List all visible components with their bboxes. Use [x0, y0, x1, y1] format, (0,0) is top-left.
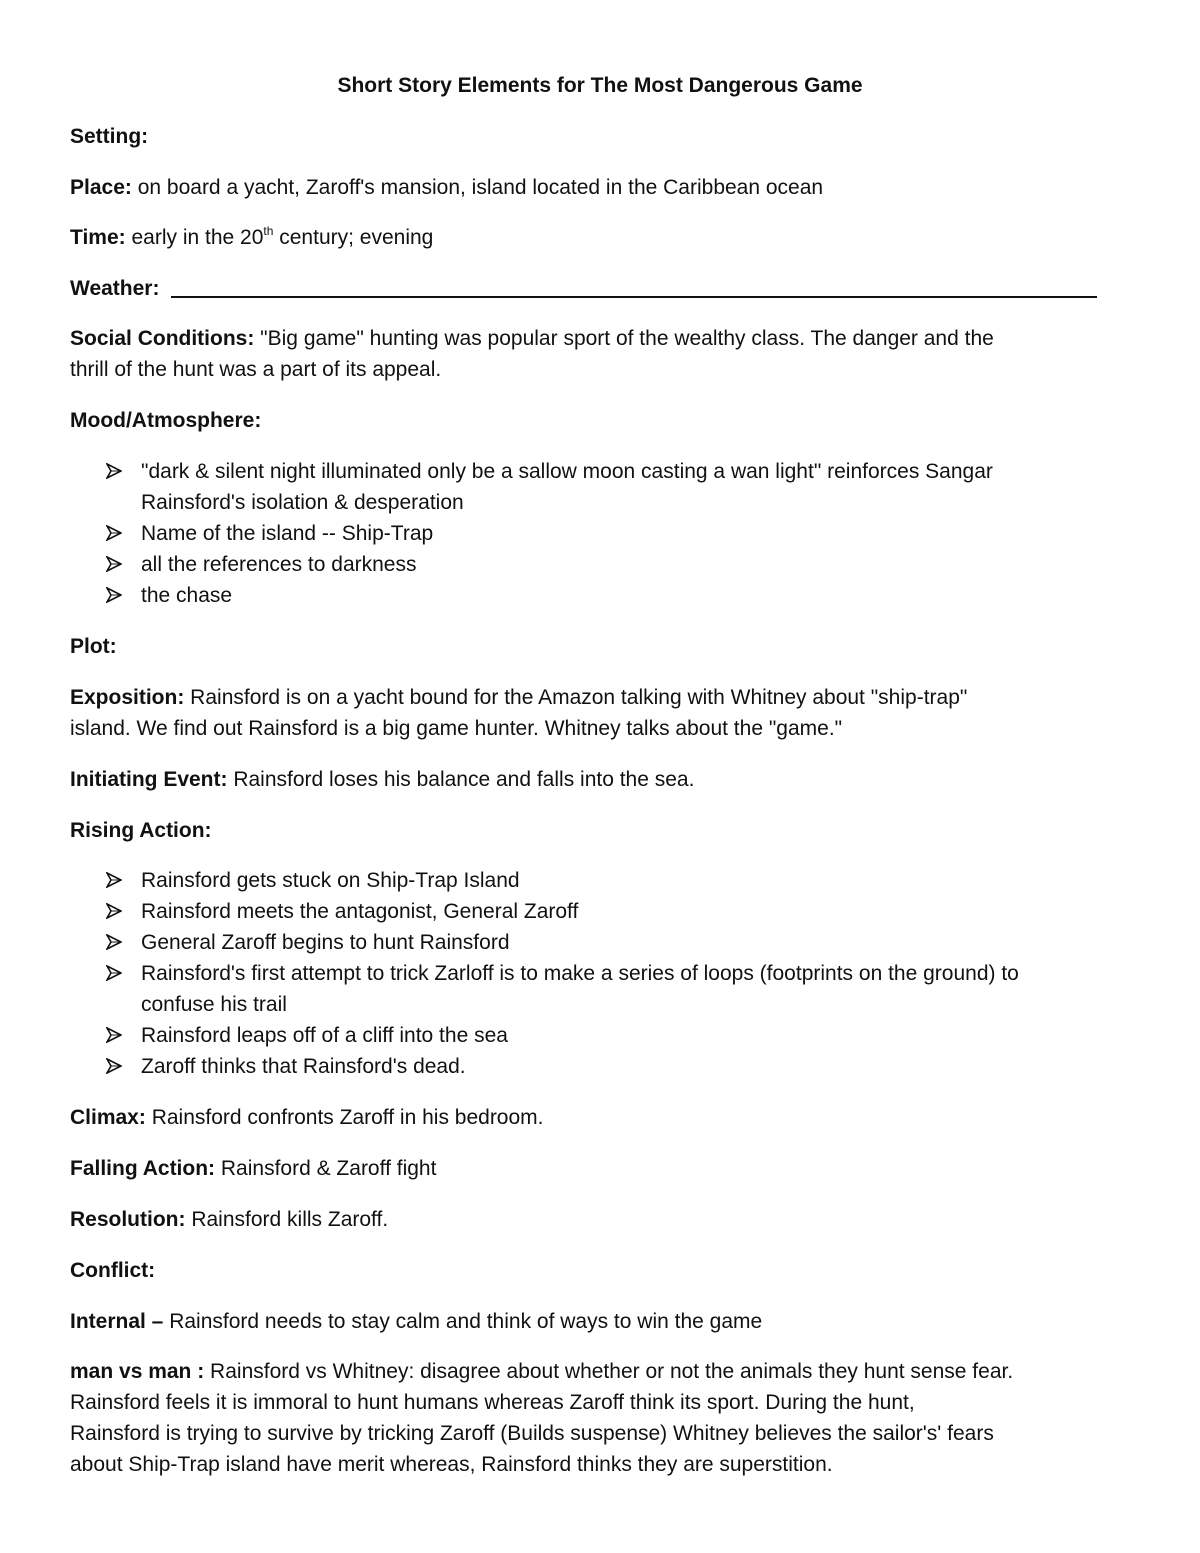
list-item-text: Rainsford meets the antagonist, General Zaroff: [141, 900, 579, 923]
man-vs-man-paragraph: [70, 1356, 1135, 1480]
social-line-1: "Big game" hunting was popular sport of the wealthy class. The danger and the: [254, 327, 994, 350]
man-vs-man-line-1: Rainsford vs Whitney: disagree about whether or not the animals they hunt sense fear.: [204, 1360, 1014, 1383]
weather-label: Weather:: [70, 277, 166, 300]
list-item-text: Rainsford's first attempt to trick Zarloff is to make a series of loops (footprints on the ground) to: [141, 962, 1019, 985]
arrowhead-bullet-icon: [106, 587, 122, 603]
plot-heading: Plot:: [70, 635, 117, 658]
arrowhead-bullet-icon: [106, 934, 122, 950]
place-paragraph: [70, 172, 1135, 203]
social-conditions-paragraph: [70, 323, 1135, 385]
internal-conflict-paragraph: [70, 1306, 1135, 1337]
list-item: [70, 456, 1140, 518]
initiating-text: Rainsford loses his balance and falls into the sea.: [227, 768, 695, 791]
list-item: [70, 549, 1140, 580]
list-item: [70, 1051, 1140, 1082]
climax-text: Rainsford confronts Zaroff in his bedroom.: [145, 1106, 544, 1129]
conflict-heading: Conflict:: [70, 1259, 156, 1282]
list-item-text: the chase: [141, 584, 233, 607]
list-item-text: all the references to darkness: [141, 553, 417, 576]
initiating-event-paragraph: [70, 764, 1135, 795]
resolution-paragraph: [70, 1204, 1135, 1235]
man-vs-man-line-4: about Ship-Trap island have merit whereas, Rainsford thinks they are superstition.: [70, 1453, 833, 1476]
arrowhead-bullet-icon: [106, 1027, 122, 1043]
rising-action-heading: Rising Action:: [70, 819, 212, 842]
list-item-text: Rainsford gets stuck on Ship-Trap Island: [141, 869, 520, 892]
exposition-label: Exposition:: [70, 686, 185, 709]
weather-paragraph: [70, 273, 1135, 304]
time-text-a: early in the 20: [125, 226, 264, 249]
list-item-text: Name of the island -- Ship-Trap: [141, 522, 434, 545]
social-line-2: thrill of the hunt was a part of its appeal.: [70, 358, 442, 381]
list-item: [70, 518, 1140, 549]
time-paragraph: [70, 222, 1135, 253]
list-item-text: "dark & silent night illuminated only be a sallow moon casting a wan light" reinforces Sangar: [141, 460, 993, 483]
man-vs-man-line-2: Rainsford feels it is immoral to hunt humans whereas Zaroff think its sport. During the hunt,: [70, 1391, 915, 1414]
time-label: Time:: [70, 226, 126, 249]
initiating-label: Initiating Event:: [70, 768, 228, 791]
list-item-text: General Zaroff begins to hunt Rainsford: [141, 931, 510, 954]
mood-bullet-list: [70, 456, 1140, 611]
list-item-text: confuse his trail: [141, 993, 287, 1016]
falling-text: Rainsford & Zaroff fight: [215, 1157, 437, 1180]
list-item: [70, 896, 1140, 927]
list-item-text: Zaroff thinks that Rainsford's dead.: [141, 1055, 466, 1078]
arrowhead-bullet-icon: [106, 556, 122, 572]
list-item: [70, 580, 1140, 611]
document-title: Short Story Elements for The Most Dangerous Game: [337, 74, 863, 97]
list-item: [70, 958, 1140, 1020]
climax-label: Climax:: [70, 1106, 146, 1129]
mood-heading: Mood/Atmosphere:: [70, 409, 262, 432]
falling-action-paragraph: [70, 1153, 1135, 1184]
weather-blank-line: [171, 276, 1097, 298]
falling-label: Falling Action:: [70, 1157, 216, 1180]
resolution-label: Resolution:: [70, 1208, 186, 1231]
setting-heading: Setting:: [70, 125, 149, 148]
place-text: on board a yacht, Zaroff's mansion, island located in the Caribbean ocean: [131, 176, 824, 199]
resolution-text: Rainsford kills Zaroff.: [185, 1208, 389, 1231]
rising-action-bullet-list: [70, 865, 1140, 1082]
list-item-text: Rainsford leaps off of a cliff into the sea: [141, 1024, 508, 1047]
arrowhead-bullet-icon: [106, 525, 122, 541]
internal-label: Internal –: [70, 1310, 164, 1333]
arrowhead-bullet-icon: [106, 463, 122, 479]
arrowhead-bullet-icon: [106, 1058, 122, 1074]
climax-paragraph: [70, 1102, 1135, 1133]
man-vs-man-line-3: Rainsford is trying to survive by tricking Zaroff (Builds suspense) Whitney believes the sailor's' fears: [70, 1422, 994, 1445]
list-item: [70, 927, 1140, 958]
place-label: Place:: [70, 176, 132, 199]
list-item: [70, 1020, 1140, 1051]
exposition-paragraph: [70, 682, 1135, 744]
internal-text: Rainsford needs to stay calm and think of ways to win the game: [163, 1310, 763, 1333]
time-text-b: century; evening: [273, 226, 434, 249]
list-item-text: Rainsford's isolation & desperation: [141, 491, 464, 514]
man-vs-man-label: man vs man :: [70, 1360, 205, 1383]
arrowhead-bullet-icon: [106, 872, 122, 888]
social-label: Social Conditions:: [70, 327, 255, 350]
exposition-line-2: island. We find out Rainsford is a big game hunter. Whitney talks about the "game.": [70, 717, 843, 740]
list-item: [70, 865, 1140, 896]
exposition-line-1: Rainsford is on a yacht bound for the Amazon talking with Whitney about "ship-trap": [184, 686, 968, 709]
arrowhead-bullet-icon: [106, 903, 122, 919]
arrowhead-bullet-icon: [106, 965, 122, 981]
time-superscript: th: [263, 224, 274, 238]
